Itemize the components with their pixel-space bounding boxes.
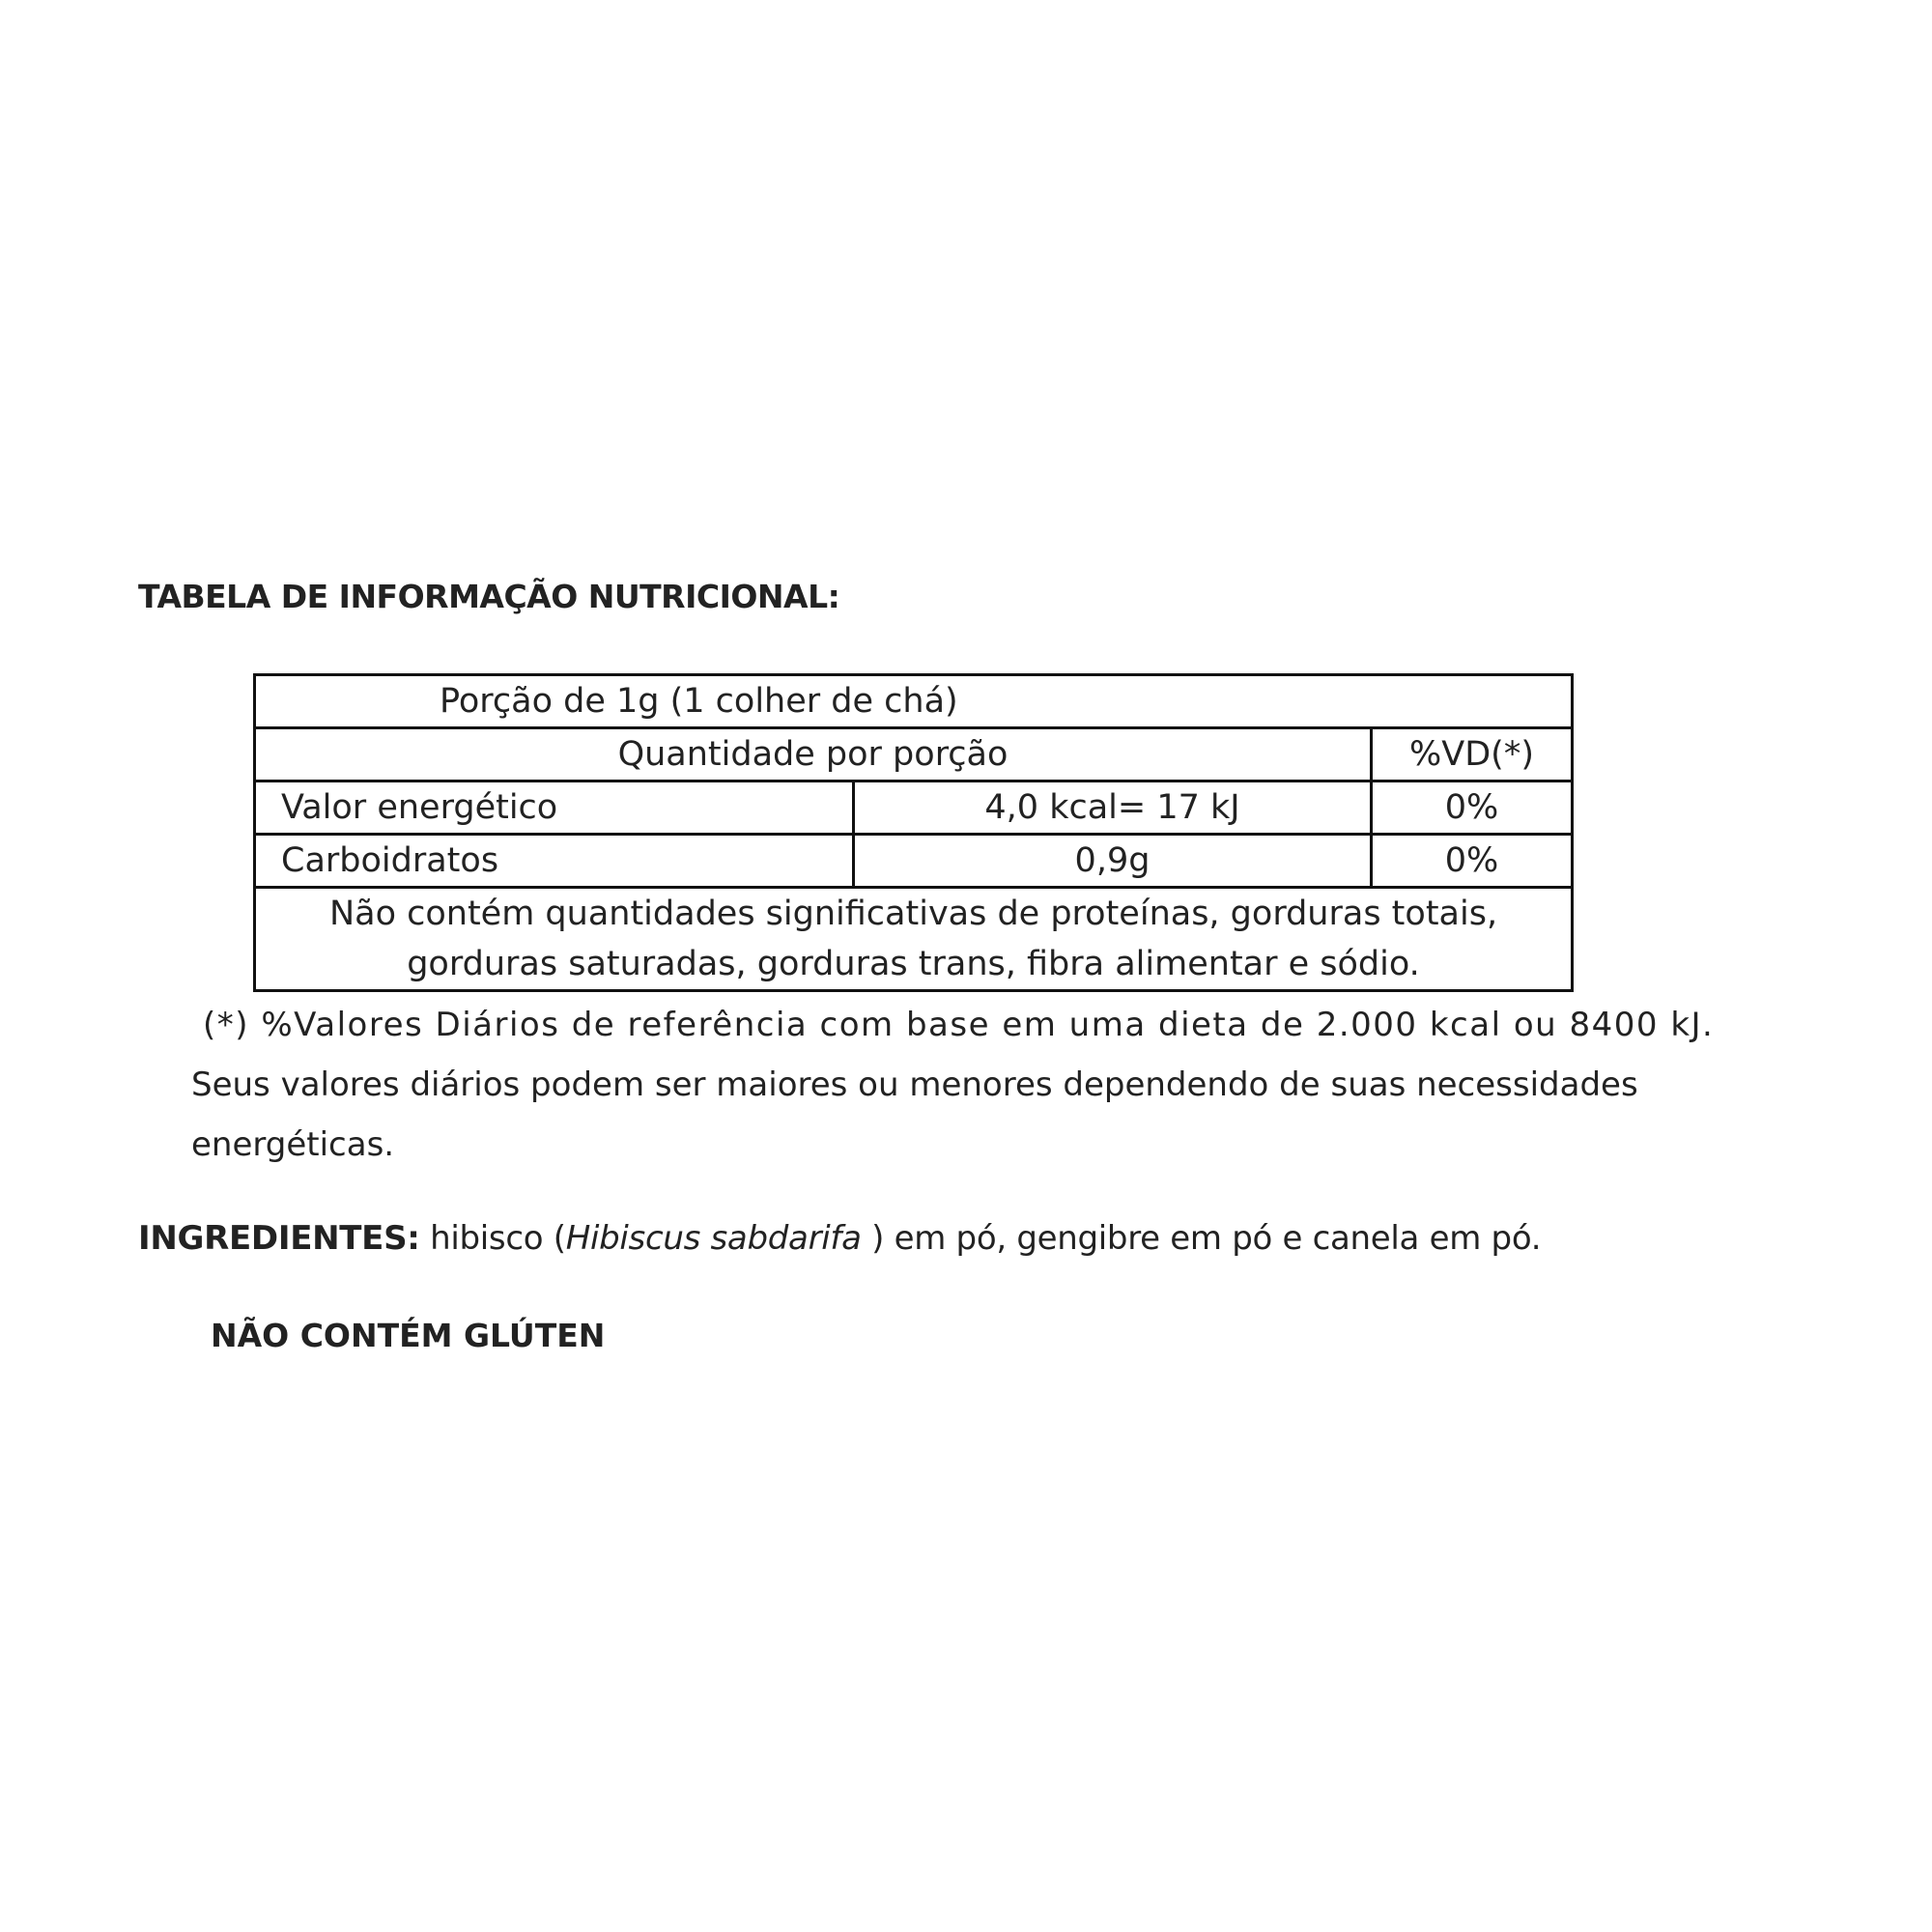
nutrition-table	[253, 673, 1574, 992]
nutrient-vd: 0%	[1372, 781, 1573, 835]
footnote-line-1: (*) %Valores Diários de referência com base em uma dieta de 2.000 kcal ou 8400 kJ.	[203, 1006, 1715, 1044]
header-row	[255, 728, 1573, 781]
ingredients-section	[138, 1219, 1541, 1258]
footnote-line-2: Seus valores diários podem ser maiores ou menores dependendo de suas necessidades	[191, 1065, 1638, 1104]
nutrient-amount: 4,0 kcal= 17 kJ	[854, 781, 1372, 835]
note-line-1: Não contém quantidades significativas de proteínas, gorduras totais,	[328, 895, 1498, 933]
nutrient-amount: 0,9g	[854, 835, 1372, 888]
table-row	[255, 835, 1573, 888]
nutrient-vd: 0%	[1372, 835, 1573, 888]
table-row	[255, 781, 1573, 835]
ingredients-text-before: hibisco (	[419, 1219, 566, 1258]
note-row	[255, 888, 1573, 991]
portion-row	[255, 675, 1573, 728]
footnote-line-3: energéticas.	[191, 1125, 395, 1164]
nutrition-table-heading: TABELA DE INFORMAÇÃO NUTRICIONAL:	[138, 578, 840, 615]
nutrient-name: Valor energético	[255, 781, 854, 835]
nutrition-note	[255, 888, 1573, 991]
note-line-2: gorduras saturadas, gorduras trans, fibra alimentar e sódio.	[407, 945, 1420, 983]
quantity-header: Quantidade por porção	[255, 728, 1372, 781]
gluten-notice: NÃO CONTÉM GLÚTEN	[211, 1317, 606, 1354]
ingredients-text-after: ) em pó, gengibre em pó e canela em pó.	[861, 1219, 1542, 1258]
daily-values-footnote	[191, 995, 1795, 1175]
ingredients-scientific-name: Hibiscus sabdarifa	[565, 1219, 862, 1258]
nutrient-name: Carboidratos	[255, 835, 854, 888]
portion-cell: Porção de 1g (1 colher de chá)	[255, 675, 1573, 728]
vd-header: %VD(*)	[1372, 728, 1573, 781]
ingredients-label: INGREDIENTES:	[138, 1219, 420, 1258]
